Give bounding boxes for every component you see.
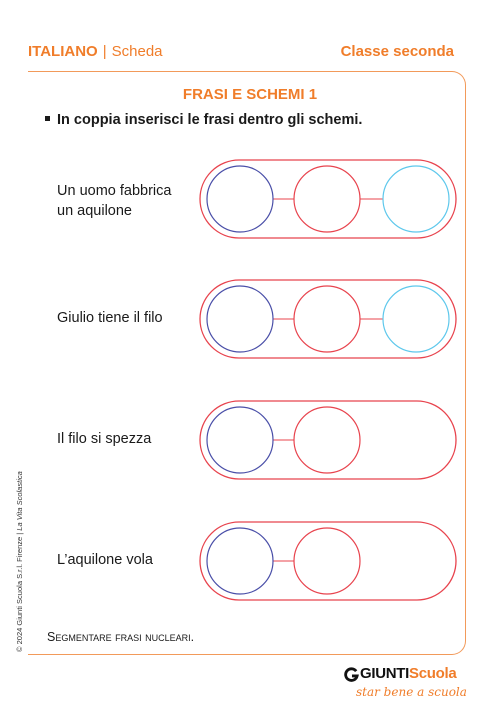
instruction-text: In coppia inserisci le frasi dentro gli schemi. [57, 112, 363, 128]
sentence-1-line-2: un aquilone [57, 203, 132, 219]
magazine-name: La Vita Scolastica [15, 471, 24, 531]
header-separator: | [102, 43, 107, 60]
logo-brand-main: GIUNTI [360, 665, 410, 682]
scheme-pill-1 [200, 160, 456, 238]
sentence-1-line-1: Un uomo fabbrica [57, 183, 172, 199]
footer-note: Segmentare frasi nucleari. [47, 630, 195, 644]
scheme-circle-2-1[interactable] [207, 286, 273, 352]
scheme-circle-1-2[interactable] [294, 166, 360, 232]
sentence-2-line-1: Giulio tiene il filo [57, 310, 163, 326]
scheme-circle-1-1[interactable] [207, 166, 273, 232]
sentence-4-line-1: L’aquilone vola [57, 552, 153, 568]
scheme-circle-2-3[interactable] [383, 286, 449, 352]
worksheet-title: FRASI E SCHEMI 1 [182, 86, 318, 103]
sheet-type-label: Scheda [111, 43, 163, 60]
scheme-circle-3-2[interactable] [294, 407, 360, 473]
giunti-logo-icon [344, 667, 359, 682]
scheme-circle-4-1[interactable] [207, 528, 273, 594]
logo-brand [360, 665, 456, 682]
scheme-circle-3-1[interactable] [207, 407, 273, 473]
scheme-circle-2-2[interactable] [294, 286, 360, 352]
logo-tagline: star bene a scuola [356, 685, 467, 699]
class-label: Classe seconda [340, 43, 454, 60]
scheme-pill-3 [200, 401, 456, 479]
scheme-pill-4 [200, 522, 456, 600]
scheme-pill-2 [200, 280, 456, 358]
sentence-3-line-1: Il filo si spezza [57, 431, 152, 447]
copyright-text: © 2024 Giunti Scuola S.r.l. Firenze | [15, 530, 24, 652]
scheme-circle-1-3[interactable] [383, 166, 449, 232]
logo-brand-accent: Scuola [409, 665, 457, 682]
subject-label: ITALIANO [28, 43, 98, 60]
giunti-scuola-logo [344, 665, 467, 705]
scheme-circle-4-2[interactable] [294, 528, 360, 594]
copyright-notice [15, 471, 24, 652]
